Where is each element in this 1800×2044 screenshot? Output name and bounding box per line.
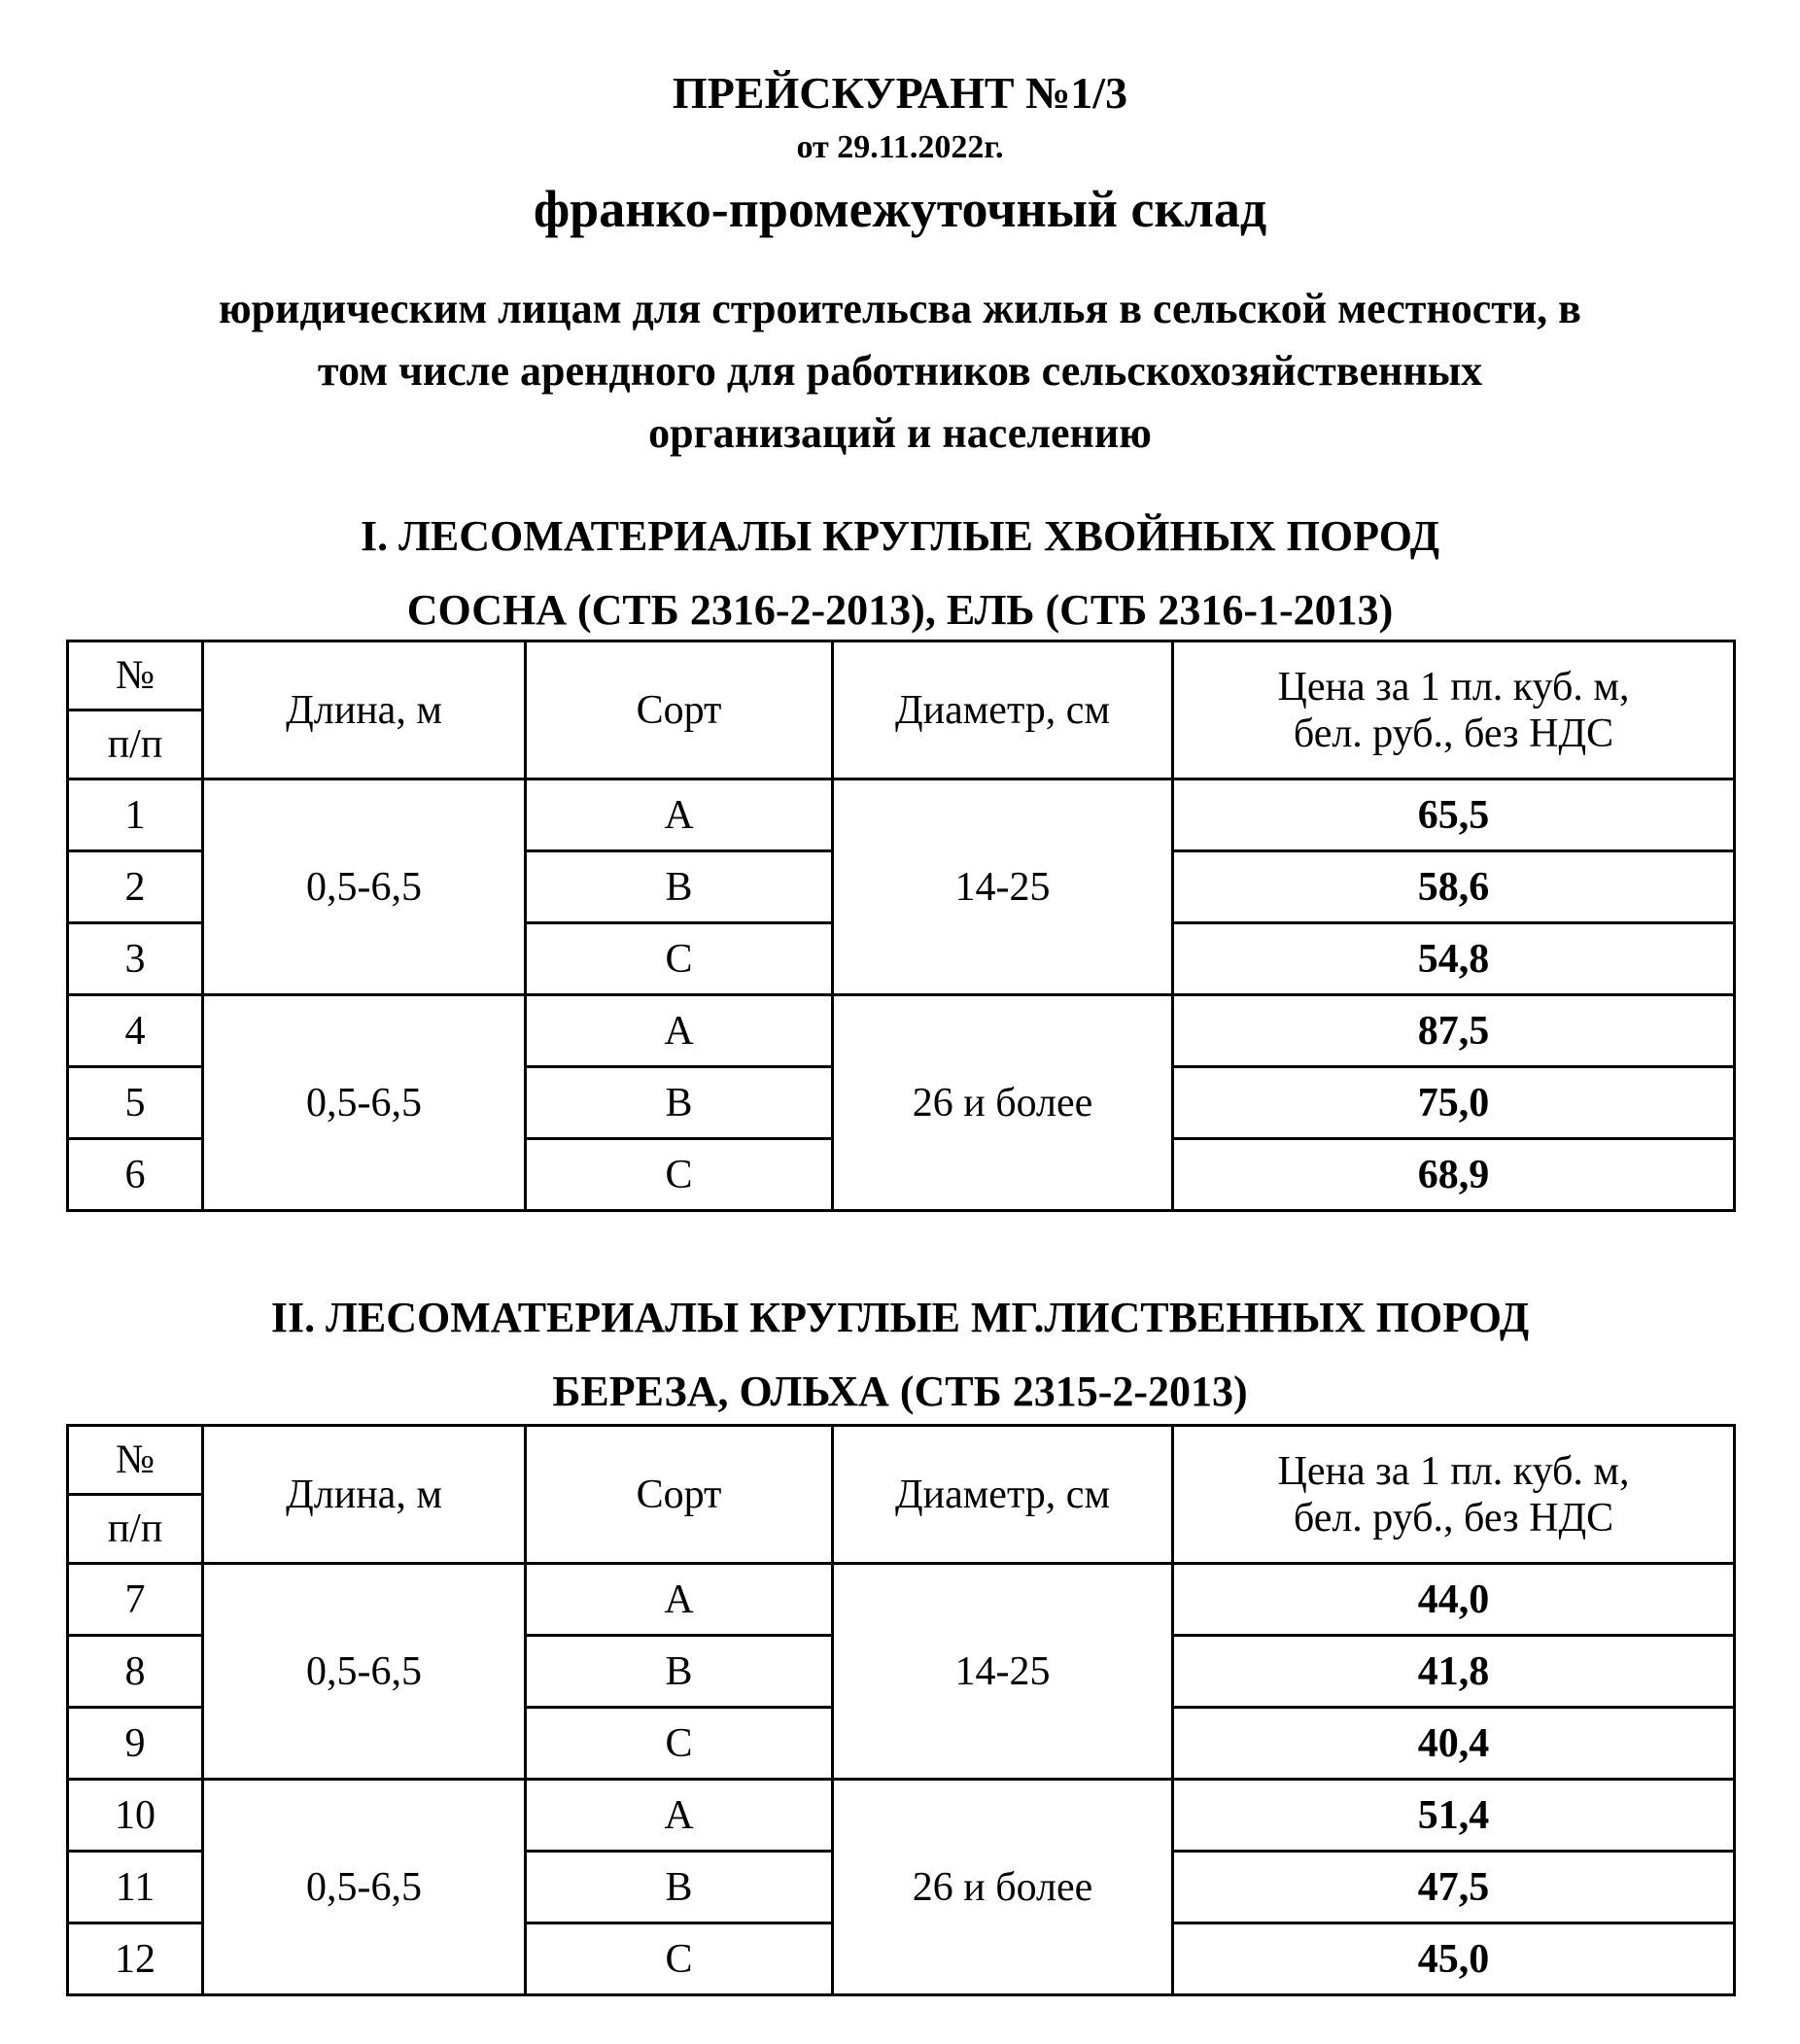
document-description [0, 278, 1800, 465]
row-number: 12 [68, 1923, 203, 1995]
header-price-line1: Цена за 1 пл. куб. м, [1277, 1448, 1630, 1494]
header-num-label: п/п [68, 710, 203, 779]
row-number: 5 [68, 1067, 203, 1139]
header-num-label: п/п [68, 1495, 203, 1564]
row-number: 8 [68, 1636, 203, 1708]
table-header-row [68, 1426, 1735, 1495]
header-num-symbol: № [68, 641, 203, 710]
grade-cell: C [526, 923, 833, 995]
price-cell: 45,0 [1173, 1923, 1735, 1995]
diameter-cell: 14-25 [833, 1564, 1173, 1780]
header-price-line1: Цена за 1 пл. куб. м, [1277, 664, 1630, 710]
price-cell: 68,9 [1173, 1139, 1735, 1211]
row-number: 1 [68, 779, 203, 851]
grade-cell: B [526, 851, 833, 923]
length-cell: 0,5-6,5 [203, 995, 526, 1211]
price-cell: 65,5 [1173, 779, 1735, 851]
description-line: том числе арендного для работников сельскохозяйственных [317, 347, 1483, 395]
row-number: 3 [68, 923, 203, 995]
table-row [68, 1564, 1735, 1636]
length-cell: 0,5-6,5 [203, 779, 526, 995]
header-price [1173, 641, 1735, 779]
price-table-2 [66, 1424, 1736, 1996]
section-2-title: II. ЛЕСОМАТЕРИАЛЫ КРУГЛЫЕ МГ.ЛИСТВЕННЫХ ПОРОД [270, 1294, 1530, 1341]
table-header-row [68, 641, 1735, 710]
table-row [68, 1780, 1735, 1852]
description-line: юридическим лицам для строительсва жилья в сельской местности, в [219, 285, 1581, 332]
header-price-line2: бел. руб., без НДС [1293, 1495, 1614, 1541]
length-cell: 0,5-6,5 [203, 1780, 526, 1995]
row-number: 9 [68, 1708, 203, 1780]
document-date: от 29.11.2022г. [796, 129, 1004, 165]
price-cell: 75,0 [1173, 1067, 1735, 1139]
header-length: Длина, м [203, 641, 526, 779]
price-cell: 40,4 [1173, 1708, 1735, 1780]
row-number: 2 [68, 851, 203, 923]
grade-cell: A [526, 1564, 833, 1636]
price-cell: 47,5 [1173, 1852, 1735, 1923]
header-grade: Сорт [526, 641, 833, 779]
grade-cell: A [526, 779, 833, 851]
grade-cell: B [526, 1852, 833, 1923]
price-table-1 [66, 640, 1736, 1212]
document-title: ПРЕЙСКУРАНТ №1/3 [672, 68, 1128, 118]
grade-cell: C [526, 1923, 833, 1995]
price-cell: 87,5 [1173, 995, 1735, 1067]
price-cell: 51,4 [1173, 1780, 1735, 1852]
price-cell: 41,8 [1173, 1636, 1735, 1708]
section-1-title: I. ЛЕСОМАТЕРИАЛЫ КРУГЛЫЕ ХВОЙНЫХ ПОРОД [360, 512, 1440, 560]
header-length: Длина, м [203, 1426, 526, 1564]
header-num-symbol: № [68, 1426, 203, 1495]
table-row [68, 779, 1735, 851]
diameter-cell: 26 и более [833, 995, 1173, 1211]
grade-cell: A [526, 995, 833, 1067]
document-subtitle: франко-промежуточный склад [533, 180, 1267, 238]
row-number: 4 [68, 995, 203, 1067]
grade-cell: C [526, 1708, 833, 1780]
length-cell: 0,5-6,5 [203, 1564, 526, 1780]
table-row [68, 995, 1735, 1067]
row-number: 11 [68, 1852, 203, 1923]
diameter-cell: 26 и более [833, 1780, 1173, 1995]
grade-cell: A [526, 1780, 833, 1852]
row-number: 6 [68, 1139, 203, 1211]
header-grade: Сорт [526, 1426, 833, 1564]
diameter-cell: 14-25 [833, 779, 1173, 995]
section-2-subtitle: БЕРЕЗА, ОЛЬХА (СТБ 2315-2-2013) [552, 1368, 1248, 1415]
header-diameter: Диаметр, см [833, 1426, 1173, 1564]
grade-cell: B [526, 1067, 833, 1139]
grade-cell: C [526, 1139, 833, 1211]
description-line: организаций и населению [648, 409, 1152, 457]
section-1-subtitle: СОСНА (СТБ 2316-2-2013), ЕЛЬ (СТБ 2316-1-2013) [406, 586, 1394, 634]
price-cell: 44,0 [1173, 1564, 1735, 1636]
header-diameter: Диаметр, см [833, 641, 1173, 779]
header-price-line2: бел. руб., без НДС [1293, 710, 1614, 756]
grade-cell: B [526, 1636, 833, 1708]
header-price [1173, 1426, 1735, 1564]
price-cell: 58,6 [1173, 851, 1735, 923]
row-number: 10 [68, 1780, 203, 1852]
price-cell: 54,8 [1173, 923, 1735, 995]
row-number: 7 [68, 1564, 203, 1636]
